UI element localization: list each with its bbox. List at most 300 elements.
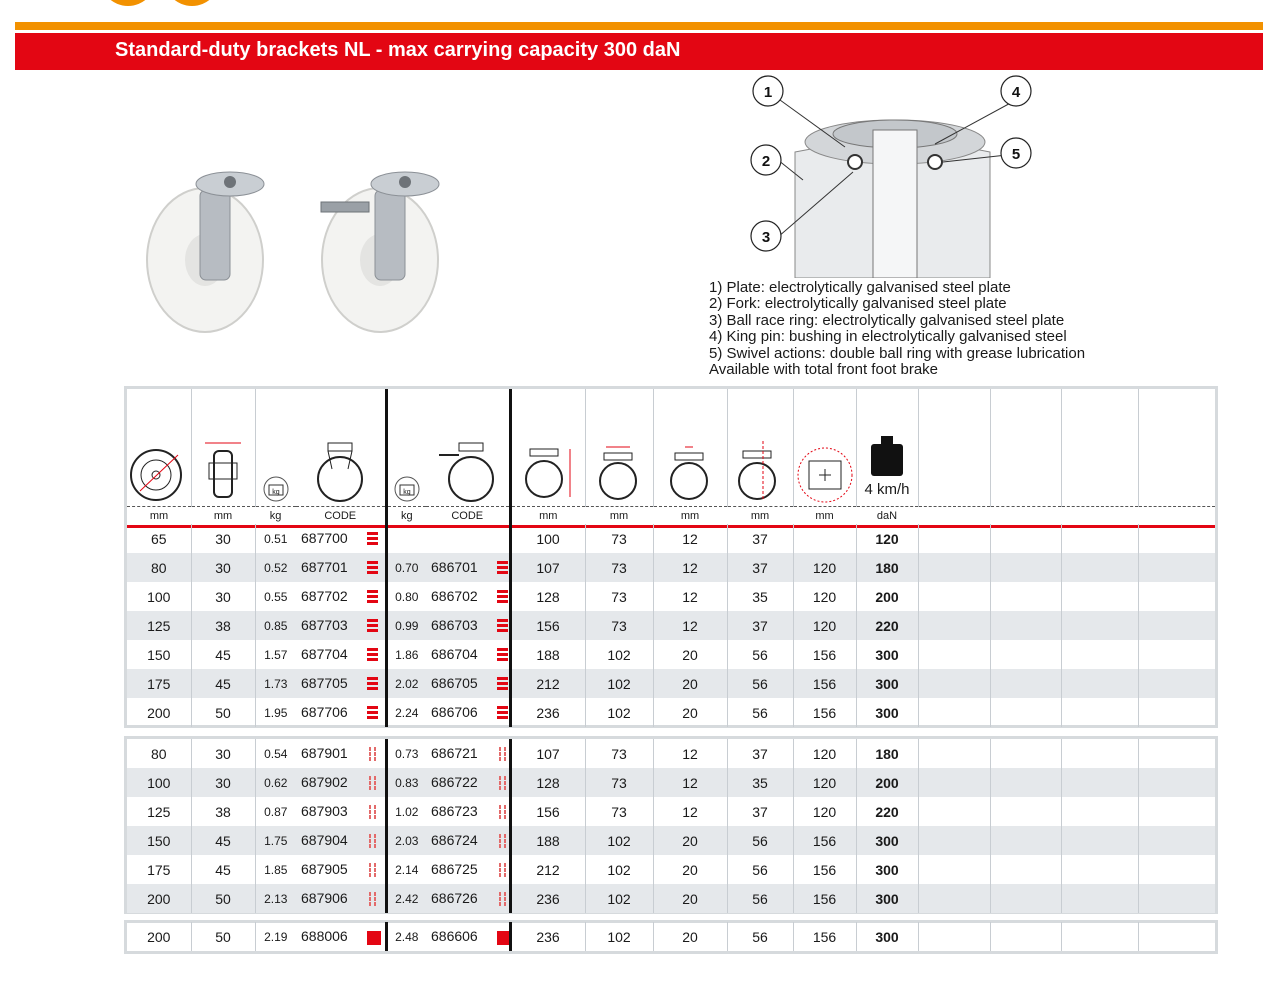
offset-icon bbox=[585, 389, 653, 507]
cell-load: 120 bbox=[856, 524, 918, 553]
cell-b: 20 bbox=[653, 698, 727, 727]
cell-c: 37 bbox=[727, 611, 793, 640]
bolt-hole-marker-icon bbox=[497, 833, 508, 849]
empty-cell bbox=[990, 582, 1061, 611]
cell-code2 bbox=[426, 922, 510, 951]
cell-code2 bbox=[426, 826, 510, 855]
bolt-hole-marker-icon bbox=[497, 891, 508, 907]
cell-load: 300 bbox=[856, 640, 918, 669]
cell-h: 107 bbox=[510, 553, 585, 582]
product-code: 686606 bbox=[431, 928, 478, 945]
cell-h: 212 bbox=[510, 669, 585, 698]
cell-kg2: 0.73 bbox=[395, 746, 419, 761]
cell-p: 156 bbox=[793, 855, 856, 884]
product-code: 687906 bbox=[301, 889, 348, 906]
cell-p: 120 bbox=[793, 768, 856, 797]
cell-a: 73 bbox=[585, 582, 653, 611]
table-row bbox=[127, 797, 1215, 826]
brake-castor-icon bbox=[426, 389, 510, 507]
product-code: 687904 bbox=[301, 831, 348, 848]
cell-b: 20 bbox=[653, 884, 727, 913]
cell-h: 107 bbox=[510, 739, 585, 768]
cell-b: 12 bbox=[653, 768, 727, 797]
cell-b: 20 bbox=[653, 826, 727, 855]
title-bar bbox=[15, 33, 1263, 70]
product-code: 686703 bbox=[431, 616, 478, 633]
cell-d: 125 bbox=[127, 797, 191, 826]
empty-cell bbox=[990, 698, 1061, 727]
bolt-hole-marker-icon bbox=[367, 746, 378, 762]
empty-cell bbox=[1138, 611, 1215, 640]
empty-cell bbox=[1061, 768, 1138, 797]
cell-code2 bbox=[426, 768, 510, 797]
cell-d: 150 bbox=[127, 826, 191, 855]
legend-line: 4) King pin: bushing in electrolytically galvanised steel bbox=[709, 328, 1067, 346]
product-code: 686726 bbox=[431, 889, 478, 906]
product-code: 686722 bbox=[431, 773, 478, 790]
cell-kg2: 0.70 bbox=[386, 553, 426, 582]
cell-h: 156 bbox=[510, 611, 585, 640]
table-row bbox=[127, 739, 1215, 768]
cell-b: 12 bbox=[653, 553, 727, 582]
cell-d: 80 bbox=[127, 739, 191, 768]
empty-cell bbox=[1061, 884, 1138, 913]
cell-load: 300 bbox=[856, 922, 918, 951]
cell-code1 bbox=[296, 884, 386, 913]
unit-cell: mm bbox=[585, 507, 653, 527]
cell-d: 100 bbox=[127, 768, 191, 797]
cell-w: 38 bbox=[191, 797, 255, 826]
cell-code2 bbox=[426, 640, 510, 669]
cell-kg1: 1.95 bbox=[264, 705, 288, 720]
table-row bbox=[127, 922, 1215, 951]
empty-cell bbox=[990, 797, 1061, 826]
cell-kg1: 1.57 bbox=[264, 647, 288, 662]
cell-code1 bbox=[296, 768, 386, 797]
callout-2: 2 bbox=[761, 153, 771, 170]
empty-cell bbox=[1061, 698, 1138, 727]
unit-cell: kg bbox=[386, 507, 426, 527]
swivel-castor-icon bbox=[296, 389, 386, 507]
empty-cell bbox=[990, 669, 1061, 698]
empty-cell bbox=[918, 797, 990, 826]
bolt-hole-marker-icon bbox=[367, 804, 378, 820]
cell-kg2: 0.83 bbox=[386, 768, 426, 797]
cell-code1 bbox=[296, 524, 386, 553]
cell-c: 56 bbox=[727, 640, 793, 669]
bolt-hole-marker-icon bbox=[367, 530, 378, 547]
spec-table-3 bbox=[127, 922, 1215, 951]
cell-a: 73 bbox=[585, 524, 653, 553]
bolt-hole-marker-icon bbox=[497, 617, 508, 634]
bolt-hole-marker-icon bbox=[497, 646, 508, 663]
product-code: 687703 bbox=[301, 616, 348, 633]
cell-load: 300 bbox=[856, 884, 918, 913]
bolt-hole-marker-icon bbox=[367, 862, 378, 878]
cell-kg2: 0.80 bbox=[395, 589, 419, 604]
cell-load: 180 bbox=[856, 553, 918, 582]
cell-kg1: 2.19 bbox=[264, 929, 288, 944]
unit-cell: kg bbox=[255, 507, 296, 527]
empty-cell bbox=[1061, 826, 1138, 855]
cell-kg2: 1.86 bbox=[395, 647, 419, 662]
table-row bbox=[127, 524, 1215, 553]
empty-cell bbox=[1138, 855, 1215, 884]
cell-code1 bbox=[296, 826, 386, 855]
product-code: 687902 bbox=[301, 773, 348, 790]
cell-w: 30 bbox=[191, 768, 255, 797]
callout-4: 4 bbox=[1011, 84, 1021, 101]
cell-p: 156 bbox=[793, 884, 856, 913]
empty-cell bbox=[990, 553, 1061, 582]
empty-cell bbox=[918, 884, 990, 913]
empty-cell bbox=[1138, 698, 1215, 727]
svg-text:kg: kg bbox=[403, 489, 411, 496]
cell-d: 175 bbox=[127, 669, 191, 698]
product-code: 686706 bbox=[431, 703, 478, 720]
cell-p: 156 bbox=[793, 669, 856, 698]
bolt-hole-marker-icon bbox=[367, 704, 378, 721]
cell-kg1: 0.87 bbox=[264, 804, 288, 819]
brake-castor-image bbox=[321, 172, 439, 332]
brand-logo-fragment bbox=[100, 0, 220, 6]
cell-kg1: 1.73 bbox=[255, 669, 296, 698]
cell-c: 56 bbox=[727, 826, 793, 855]
bolt-hole-marker-icon bbox=[497, 746, 508, 762]
empty-cell bbox=[1061, 797, 1138, 826]
cell-kg2: 2.42 bbox=[386, 884, 426, 913]
product-code: 687704 bbox=[301, 645, 348, 662]
empty-cell bbox=[1138, 922, 1215, 951]
cell-kg1: 0.51 bbox=[264, 531, 288, 546]
product-code: 687700 bbox=[301, 529, 348, 546]
cell-w: 45 bbox=[191, 826, 255, 855]
bolt-hole-marker-icon bbox=[367, 559, 378, 576]
cell-d: 80 bbox=[127, 553, 191, 582]
empty-cell bbox=[1138, 582, 1215, 611]
cell-kg1: 1.75 bbox=[255, 826, 296, 855]
product-code: 686723 bbox=[431, 802, 478, 819]
cell-code2 bbox=[426, 524, 510, 553]
table-row bbox=[127, 553, 1215, 582]
castor-photos bbox=[125, 160, 465, 340]
legend-line: 3) Ball race ring: electrolytically galvanised steel plate bbox=[709, 311, 1065, 329]
cell-d: 125 bbox=[127, 611, 191, 640]
product-code: 687905 bbox=[301, 860, 348, 877]
spec-table-1 bbox=[127, 524, 1215, 727]
empty-cell bbox=[918, 553, 990, 582]
bolt-hole-marker-icon bbox=[367, 833, 378, 849]
bolt-hole-marker-icon bbox=[367, 675, 378, 692]
cell-load: 220 bbox=[856, 797, 918, 826]
cell-w: 38 bbox=[191, 611, 255, 640]
empty-cell bbox=[990, 611, 1061, 640]
cell-load: 220 bbox=[856, 611, 918, 640]
cell-kg2: 0.99 bbox=[386, 611, 426, 640]
cell-a: 73 bbox=[585, 611, 653, 640]
cell-w: 30 bbox=[191, 582, 255, 611]
cell-kg2: 2.24 bbox=[395, 705, 419, 720]
product-code: 687705 bbox=[301, 674, 348, 691]
cell-code1 bbox=[296, 640, 386, 669]
table-row bbox=[127, 582, 1215, 611]
cell-p: 120 bbox=[793, 582, 856, 611]
cell-w: 45 bbox=[191, 669, 255, 698]
swivel-radius-icon bbox=[727, 389, 793, 507]
cell-h: 236 bbox=[510, 922, 585, 951]
empty-cell bbox=[918, 739, 990, 768]
orange-rule bbox=[15, 22, 1263, 30]
cell-a: 73 bbox=[585, 768, 653, 797]
cell-d: 200 bbox=[127, 922, 191, 951]
empty-cell bbox=[918, 669, 990, 698]
table-row bbox=[127, 698, 1215, 727]
component-legend bbox=[709, 280, 1085, 378]
empty-cell bbox=[1061, 922, 1138, 951]
empty-cell bbox=[1138, 768, 1215, 797]
empty-cell bbox=[990, 855, 1061, 884]
empty-cell bbox=[990, 768, 1061, 797]
legend-line: 5) Swivel actions: double ball ring with grease lubrication bbox=[709, 344, 1086, 362]
product-code: 686721 bbox=[431, 744, 478, 761]
cell-d: 200 bbox=[127, 698, 191, 727]
page-title: Standard-duty brackets NL - max carrying capacity 300 daN bbox=[115, 39, 681, 61]
empty-cell bbox=[990, 524, 1061, 553]
unit-cell: mm bbox=[510, 507, 585, 527]
cell-kg1: 0.85 bbox=[255, 611, 296, 640]
cell-c: 56 bbox=[727, 922, 793, 951]
cell-a: 102 bbox=[585, 884, 653, 913]
cell-load: 300 bbox=[856, 826, 918, 855]
cell-code1 bbox=[296, 797, 386, 826]
cell-b: 12 bbox=[653, 611, 727, 640]
cell-code2 bbox=[426, 855, 510, 884]
cell-code1 bbox=[296, 611, 386, 640]
cell-a: 102 bbox=[585, 922, 653, 951]
cell-c: 37 bbox=[727, 739, 793, 768]
cell-load: 300 bbox=[856, 698, 918, 727]
swivel-castor-image bbox=[147, 172, 264, 332]
cell-w: 45 bbox=[191, 855, 255, 884]
cell-b: 12 bbox=[653, 524, 727, 553]
cell-code1 bbox=[296, 698, 386, 727]
empty-cell bbox=[990, 826, 1061, 855]
cell-code1 bbox=[296, 855, 386, 884]
unit-cell: mm bbox=[127, 507, 191, 527]
empty-cell bbox=[990, 739, 1061, 768]
product-code: 686705 bbox=[431, 674, 478, 691]
cell-load: 300 bbox=[856, 669, 918, 698]
cell-d: 200 bbox=[127, 884, 191, 913]
unit-cell: mm bbox=[727, 507, 793, 527]
plate-size-icon bbox=[793, 389, 856, 507]
table-row bbox=[127, 884, 1215, 913]
cell-p bbox=[793, 524, 856, 553]
wheel-diameter-icon bbox=[127, 389, 191, 507]
cell-kg2: 2.14 bbox=[395, 862, 419, 877]
cell-p: 156 bbox=[793, 698, 856, 727]
cell-b: 20 bbox=[653, 855, 727, 884]
cell-w: 30 bbox=[191, 524, 255, 553]
cell-p: 120 bbox=[793, 611, 856, 640]
cell-code1 bbox=[296, 922, 386, 951]
cell-w: 50 bbox=[191, 698, 255, 727]
product-code: 688006 bbox=[301, 928, 348, 945]
cell-h: 188 bbox=[510, 826, 585, 855]
bolt-hole-marker-icon bbox=[497, 559, 508, 576]
cell-kg1: 0.62 bbox=[255, 768, 296, 797]
cell-code1 bbox=[296, 582, 386, 611]
product-code: 687903 bbox=[301, 802, 348, 819]
bolt-hole-marker-icon bbox=[497, 675, 508, 692]
cell-w: 50 bbox=[191, 922, 255, 951]
unit-cell: mm bbox=[793, 507, 856, 527]
kingpin-section-diagram bbox=[745, 72, 1040, 278]
empty-cell bbox=[1061, 582, 1138, 611]
cell-a: 102 bbox=[585, 855, 653, 884]
cell-a: 73 bbox=[585, 553, 653, 582]
empty-cell bbox=[918, 640, 990, 669]
cell-b: 20 bbox=[653, 640, 727, 669]
legend-line: 2) Fork: electrolytically galvanised steel plate bbox=[709, 295, 1007, 313]
product-code: 687701 bbox=[301, 558, 348, 575]
unit-cell: CODE bbox=[426, 507, 510, 527]
product-code: 686701 bbox=[431, 558, 478, 575]
empty-cell bbox=[1138, 524, 1215, 553]
empty-cell bbox=[918, 611, 990, 640]
legend-line: Available with total front foot brake bbox=[709, 361, 939, 379]
speed-label: 4 km/h bbox=[864, 481, 910, 498]
cell-w: 45 bbox=[191, 640, 255, 669]
unit-cell: daN bbox=[856, 507, 918, 527]
empty-cell bbox=[918, 826, 990, 855]
bolt-hole-icon bbox=[653, 389, 727, 507]
weight-icon-2 bbox=[386, 389, 426, 507]
empty-cell bbox=[1138, 669, 1215, 698]
cell-p: 156 bbox=[793, 826, 856, 855]
cell-b: 12 bbox=[653, 739, 727, 768]
table-row bbox=[127, 826, 1215, 855]
bolt-hole-marker-icon bbox=[497, 775, 508, 791]
empty-cell bbox=[918, 582, 990, 611]
cell-code1 bbox=[296, 553, 386, 582]
cell-p: 156 bbox=[793, 640, 856, 669]
empty-cell bbox=[990, 922, 1061, 951]
table-row bbox=[127, 768, 1215, 797]
cell-w: 50 bbox=[191, 884, 255, 913]
cell-c: 37 bbox=[727, 797, 793, 826]
cell-h: 100 bbox=[510, 524, 585, 553]
cell-p: 120 bbox=[793, 739, 856, 768]
legend-line: 1) Plate: electrolytically galvanised steel plate bbox=[709, 279, 1011, 296]
callout-1: 1 bbox=[763, 84, 773, 101]
cell-kg2: 2.48 bbox=[395, 929, 419, 944]
unit-cell: mm bbox=[653, 507, 727, 527]
bolt-hole-marker-icon bbox=[367, 588, 378, 605]
cell-load: 300 bbox=[856, 855, 918, 884]
spec-table-header bbox=[127, 389, 1215, 528]
cell-b: 20 bbox=[653, 669, 727, 698]
empty-cell bbox=[918, 855, 990, 884]
cell-c: 37 bbox=[727, 553, 793, 582]
cell-c: 35 bbox=[727, 768, 793, 797]
cell-c: 35 bbox=[727, 582, 793, 611]
bolt-hole-marker-icon bbox=[367, 617, 378, 634]
cell-load: 200 bbox=[856, 768, 918, 797]
cell-b: 12 bbox=[653, 797, 727, 826]
cell-c: 37 bbox=[727, 524, 793, 553]
empty-cell bbox=[1061, 524, 1138, 553]
callout-5: 5 bbox=[1011, 146, 1021, 163]
bolt-hole-marker-icon bbox=[497, 588, 508, 605]
empty-cell bbox=[990, 640, 1061, 669]
cell-code2 bbox=[426, 739, 510, 768]
bolt-hole-marker-icon bbox=[367, 775, 378, 791]
table-row bbox=[127, 855, 1215, 884]
cell-b: 12 bbox=[653, 582, 727, 611]
cell-b: 20 bbox=[653, 922, 727, 951]
brake-marker-icon bbox=[497, 931, 510, 945]
svg-text:kg: kg bbox=[272, 489, 280, 496]
cell-a: 102 bbox=[585, 640, 653, 669]
bolt-hole-marker-icon bbox=[367, 646, 378, 663]
cell-p: 156 bbox=[793, 922, 856, 951]
cell-d: 150 bbox=[127, 640, 191, 669]
cell-h: 188 bbox=[510, 640, 585, 669]
cell-code2 bbox=[426, 669, 510, 698]
empty-cell bbox=[1061, 611, 1138, 640]
product-code: 686725 bbox=[431, 860, 478, 877]
cell-w: 30 bbox=[191, 553, 255, 582]
bolt-hole-marker-icon bbox=[497, 862, 508, 878]
overall-height-icon bbox=[510, 389, 585, 507]
cell-a: 73 bbox=[585, 739, 653, 768]
cell-kg1: 0.55 bbox=[264, 589, 288, 604]
cell-code2 bbox=[426, 884, 510, 913]
product-code: 686724 bbox=[431, 831, 478, 848]
empty-cell bbox=[918, 524, 990, 553]
cell-kg2 bbox=[386, 524, 426, 553]
cell-c: 56 bbox=[727, 884, 793, 913]
empty-cell bbox=[1138, 797, 1215, 826]
empty-cell bbox=[1138, 826, 1215, 855]
cell-c: 56 bbox=[727, 855, 793, 884]
brake-marker-icon bbox=[367, 931, 381, 945]
bolt-hole-marker-icon bbox=[367, 891, 378, 907]
cell-p: 120 bbox=[793, 797, 856, 826]
empty-cell bbox=[1138, 553, 1215, 582]
cell-kg1: 0.52 bbox=[255, 553, 296, 582]
cell-kg1: 1.85 bbox=[264, 862, 288, 877]
cell-kg2: 2.02 bbox=[386, 669, 426, 698]
empty-cell bbox=[918, 768, 990, 797]
cell-h: 128 bbox=[510, 582, 585, 611]
empty-cell bbox=[1138, 640, 1215, 669]
empty-cell bbox=[990, 884, 1061, 913]
cell-a: 73 bbox=[585, 797, 653, 826]
empty-cell bbox=[918, 922, 990, 951]
wheel-width-icon bbox=[191, 389, 255, 507]
weight-icon bbox=[255, 389, 296, 507]
cell-h: 236 bbox=[510, 698, 585, 727]
empty-cell bbox=[1061, 640, 1138, 669]
callout-3: 3 bbox=[761, 229, 771, 246]
table-row bbox=[127, 611, 1215, 640]
product-code: 687702 bbox=[301, 587, 348, 604]
empty-cell bbox=[1061, 739, 1138, 768]
table-row bbox=[127, 669, 1215, 698]
cell-kg1: 2.13 bbox=[255, 884, 296, 913]
